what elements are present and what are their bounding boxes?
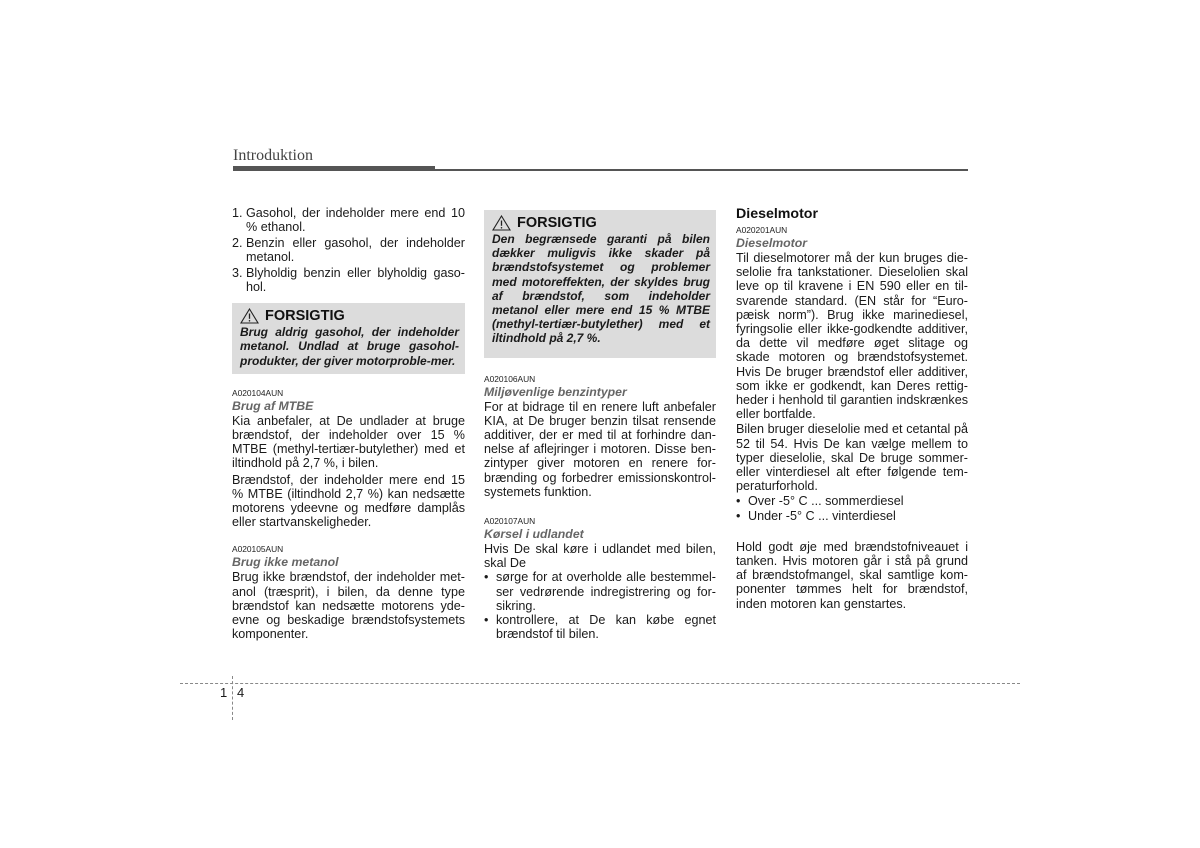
paragraph: Brændstof, der indeholder mere end 15 % MTBE (iltindhold 2,7 %) kan nedsætte motorens ydeevne og medføre damplås eller startvanskeligheder.: [232, 472, 465, 530]
section-code: A020106AUN: [484, 373, 536, 384]
list-item: 2. Benzin eller gasohol, der indeholder metanol.: [232, 235, 465, 265]
section-title-diesel: Dieselmotor: [736, 236, 808, 250]
list-item: • Over -5° C ... sommerdiesel: [736, 494, 904, 509]
paragraph: Bilen bruger dieselolie med et cetantal på 52 til 54. Hvis De kan vælge mellem to typer dieselolie, skal De bruge sommer-eller vinterdiesel alt efter følgende tem-peraturforhold.: [736, 422, 968, 494]
section-title-mtbe: Brug af MTBE: [232, 398, 314, 413]
column-middle: [484, 210, 716, 641]
list-item: • sørge for at overholde alle bestemmel-ser vedrørende indregistrering og for-sikring.: [484, 570, 716, 613]
paragraph: For at bidrage til en renere luft anbefaler KIA, at De bruger benzin tilsat rensende additiver, der er med til at forhindre dan-nelse af aflejringer i motoren. Disse ben-zintyper giver motoren en renere for-brænding og forbedrer emissionskontrol-systemets funktion.: [484, 399, 716, 499]
list-item: • Under -5° C ... vinterdiesel: [736, 508, 896, 523]
column-left: [232, 206, 465, 641]
section-title-metanol: Brug ikke metanol: [232, 555, 339, 570]
footer-divider: [180, 683, 1020, 684]
paragraph: Brug ikke brændstof, der indeholder met-anol (træsprit), i bilen, da denne type brændstof kan nedsætte motorens yde-evne og beskadige brændstofsystemets komponenter.: [232, 570, 465, 642]
section-heading-diesel: Dieselmotor: [736, 206, 818, 222]
paragraph: Til dieselmotorer må der kun bruges die-selolie fra tankstationer. Dieselolien skal leve op til kravene i EN 590 eller en til-svarende standard. (EN står for “Euro-pæisk norm”). Brug ikke marinediesel, fyringsolie eller ikke-godkendte additiver, da dette vil medføre øget slitage og skade motoren og brændstofsystemet. Hvis De bruger brændstof eller additiver, som ikke er godkendt, kan Deres rettig-heder i henhold til garantien indskrænkes eller bortfalde.: [736, 251, 968, 422]
paragraph: Kia anbefaler, at De undlader at bruge brændstof, der indeholder over 15 % MTBE (methyl-tertiær-butylether) med et iltindhold på 2,7 %, i bilen.: [232, 413, 465, 471]
section-code: A020105AUN: [232, 544, 284, 555]
caution-box-warranty: [484, 210, 716, 358]
section-code: A020107AUN: [484, 516, 536, 527]
caution-text: Brug aldrig gasohol, der indeholder metanol. Undlad at bruge gasohol-produkter, der giver motorproble-mer.: [240, 325, 459, 368]
section-code: A020201AUN: [736, 225, 788, 235]
warning-triangle-icon: [240, 308, 259, 324]
list-item: 3. Blyholdig benzin eller blyholdig gaso-hol.: [232, 265, 465, 295]
caution-text: Den begrænsede garanti på bilen dækker muligvis ikke skader på brændstofsystemet og problemer med motoreffekten, der skyldes brug af brændstof, som indeholder metanol eller mere end 15 % MTBE (methyl-tertiær-butylether) med et iltindhold på 2,7 %.: [492, 232, 710, 346]
page-number: 4: [237, 685, 245, 700]
section-title-abroad: Kørsel i udlandet: [484, 527, 584, 542]
section-number: 1: [220, 685, 228, 700]
footer-page-separator: [232, 676, 233, 720]
paragraph: Hold godt øje med brændstofniveauet i tanken. Hvis motoren går i stå på grund af brændstofmangel, skal samtlige kom-ponenter tømmes helt for brændstof, inden motoren kan genstartes.: [736, 539, 968, 611]
caution-box-gasohol: [232, 303, 465, 374]
section-title-eco-fuel: Miljøvenlige benzintyper: [484, 384, 627, 399]
warning-triangle-icon: [492, 215, 511, 231]
list-item: 1. Gasohol, der indeholder mere end 10 % ethanol.: [232, 206, 465, 235]
diesel-temperature-list: [736, 494, 968, 522]
fuel-warning-list: [232, 206, 465, 294]
header-rule-thin: [435, 169, 968, 171]
caution-title: FORSIGTIG: [517, 214, 597, 231]
abroad-bullet-list: [484, 570, 716, 641]
section-code: A020104AUN: [232, 387, 284, 398]
paragraph: Hvis De skal køre i udlandet med bilen, skal De: [484, 542, 716, 571]
caution-title: FORSIGTIG: [265, 308, 345, 325]
page-header-title: Introduktion: [233, 147, 313, 164]
column-right: [736, 206, 968, 611]
list-item: • kontrollere, at De kan købe egnet brændstof til bilen.: [484, 613, 716, 642]
header-rule-thick: [233, 166, 435, 171]
